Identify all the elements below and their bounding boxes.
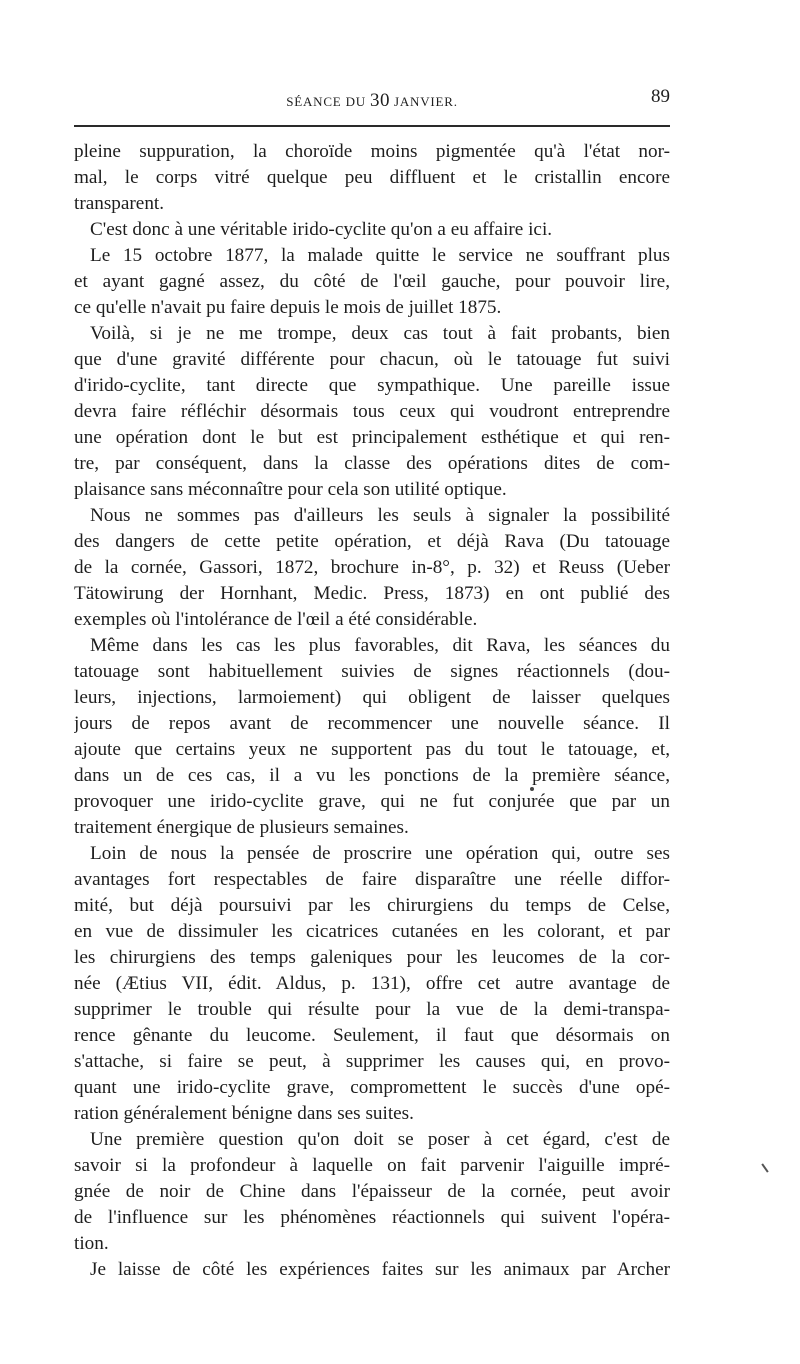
text-line: mal, le corps vitré quelque peu diffluent et le cristallin encore <box>74 167 670 188</box>
text-line: jours de repos avant de recommencer une nouvelle séance. Il <box>74 713 670 734</box>
text-line: Nous ne sommes pas d'ailleurs les seuls à signaler la possibilité <box>90 505 670 526</box>
text-line: quant une irido-cyclite grave, compromettent le succès d'une opé- <box>74 1077 670 1098</box>
text-line: en vue de dissimuler les cicatrices cutanées en les colorant, et par <box>74 921 670 942</box>
header-rule <box>74 125 670 127</box>
text-line: devra faire réfléchir désormais tous ceux qui voudront entreprendre <box>74 401 670 422</box>
running-title-suffix: JANVIER. <box>393 94 458 109</box>
text-line: Voilà, si je ne me trompe, deux cas tout à fait probants, bien <box>90 323 670 344</box>
text-line: pleine suppuration, la choroïde moins pigmentée qu'à l'état nor- <box>74 141 670 162</box>
text-line: s'attache, si faire se peut, à supprimer les causes qui, en provo- <box>74 1051 670 1072</box>
text-line: gnée de noir de Chine dans l'épaisseur de la cornée, peut avoir <box>74 1181 670 1202</box>
text-line: leurs, injections, larmoiement) qui obligent de laisser quelques <box>74 687 670 708</box>
text-line: née (Ætius VII, édit. Aldus, p. 131), offre cet autre avantage de <box>74 973 670 994</box>
text-line: savoir si la profondeur à laquelle on fait parvenir l'aiguille impré- <box>74 1155 670 1176</box>
text-line: Je laisse de côté les expériences faites sur les animaux par Archer <box>90 1259 670 1280</box>
text-line: traitement énergique de plusieurs semaines. <box>74 817 409 838</box>
text-line: C'est donc à une véritable irido-cyclite qu'on a eu affaire ici. <box>90 219 553 240</box>
print-speck <box>761 1163 768 1172</box>
text-line: avantages fort respectables de faire disparaître une réelle diffor- <box>74 869 670 890</box>
text-line: d'irido-cyclite, tant directe que sympathique. Une pareille issue <box>74 375 670 396</box>
text-line: ce qu'elle n'avait pu faire depuis le mois de juillet 1875. <box>74 297 502 318</box>
running-title-day: 30 <box>369 90 390 111</box>
running-title-prefix: SÉANCE DU <box>286 94 366 109</box>
text-line: rence gênante du leucome. Seulement, il faut que désormais on <box>74 1025 670 1046</box>
text-line: Même dans les cas les plus favorables, dit Rava, les séances du <box>90 635 670 656</box>
running-title <box>74 90 670 112</box>
text-line: Tätowirung der Hornhant, Medic. Press, 1873) en ont publié des <box>74 583 670 604</box>
text-line: dans un de ces cas, il a vu les ponctions de la première séance, <box>74 765 670 786</box>
text-line: provoquer une irido-cyclite grave, qui ne fut conjurée que par un <box>74 791 670 812</box>
text-line: de l'influence sur les phénomènes réactionnels qui suivent l'opéra- <box>74 1207 670 1228</box>
print-speck <box>530 787 534 791</box>
text-line: plaisance sans méconnaître pour cela son utilité optique. <box>74 479 507 500</box>
text-line: Loin de nous la pensée de proscrire une opération qui, outre ses <box>90 843 670 864</box>
text-line: exemples où l'intolérance de l'œil a été considérable. <box>74 609 478 630</box>
body-text <box>74 139 670 1283</box>
text-line: supprimer le trouble qui résulte pour la vue de la demi-transpa- <box>74 999 670 1020</box>
text-line: et ayant gagné assez, du côté de l'œil gauche, pour pouvoir lire, <box>74 271 670 292</box>
text-line: mité, but déjà poursuivi par les chirurgiens du temps de Celse, <box>74 895 670 916</box>
text-line: une opération dont le but est principalement esthétique et qui ren- <box>74 427 670 448</box>
page-number: 89 <box>651 86 670 107</box>
text-line: les chirurgiens des temps galeniques pour les leucomes de la cor- <box>74 947 670 968</box>
text-line: tion. <box>74 1233 109 1254</box>
text-line: ration généralement bénigne dans ses suites. <box>74 1103 414 1124</box>
text-line: des dangers de cette petite opération, et déjà Rava (Du tatouage <box>74 531 670 552</box>
text-line: de la cornée, Gassori, 1872, brochure in-8°, p. 32) et Reuss (Ueber <box>74 557 670 578</box>
text-line: Une première question qu'on doit se poser à cet égard, c'est de <box>90 1129 670 1150</box>
text-line: ajoute que certains yeux ne supportent pas du tout le tatouage, et, <box>74 739 670 760</box>
text-line: tatouage sont habituellement suivies de signes réactionnels (dou- <box>74 661 670 682</box>
text-line: tre, par conséquent, dans la classe des opérations dites de com- <box>74 453 670 474</box>
text-line: transparent. <box>74 193 165 214</box>
text-line: que d'une gravité différente pour chacun, où le tatouage fut suivi <box>74 349 670 370</box>
text-line: Le 15 octobre 1877, la malade quitte le service ne souffrant plus <box>90 245 670 266</box>
running-header <box>74 86 670 116</box>
